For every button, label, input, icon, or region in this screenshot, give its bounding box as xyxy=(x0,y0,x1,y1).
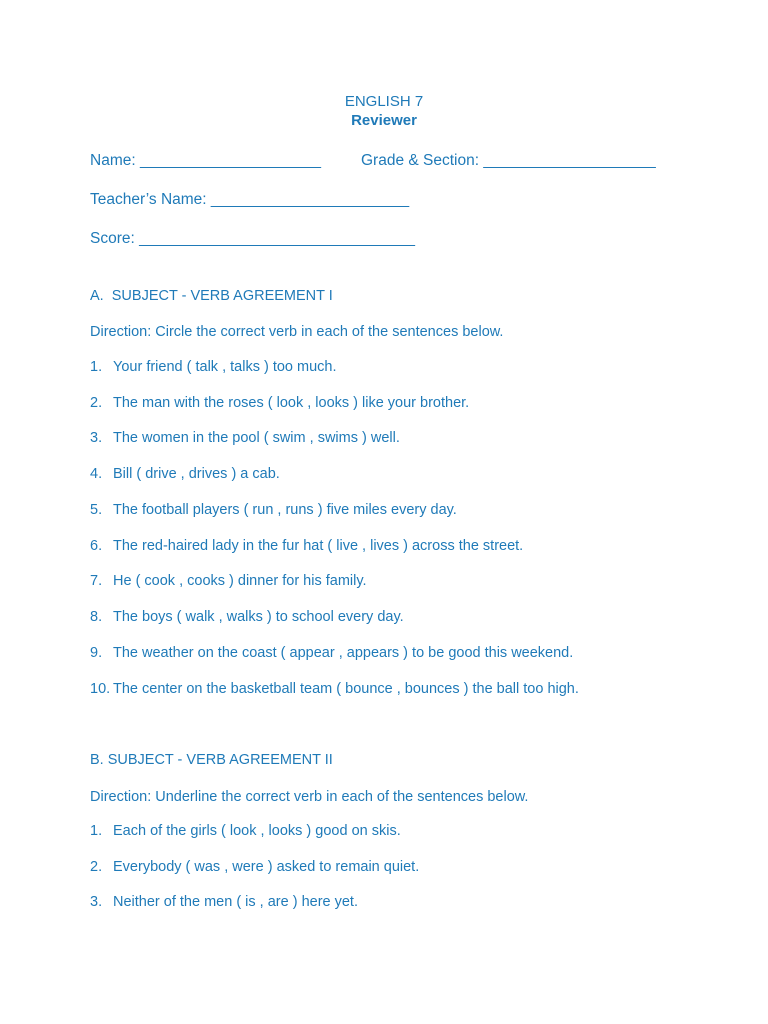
item-number: 1. xyxy=(90,359,103,375)
section-b-direction: Direction: Underline the correct verb in each of the sentences below. xyxy=(90,789,529,805)
list-item xyxy=(90,394,469,412)
item-text: The red-haired lady in the fur hat ( live , lives ) across the street. xyxy=(113,538,524,554)
list-item xyxy=(90,644,573,662)
item-number: 4. xyxy=(90,466,103,482)
list-item xyxy=(90,893,358,911)
item-number: 6. xyxy=(90,538,103,554)
item-text: Your friend ( talk , talks ) too much. xyxy=(113,359,337,375)
item-text: The football players ( run , runs ) five miles every day. xyxy=(113,502,457,518)
list-item xyxy=(90,680,579,698)
section-a-direction: Direction: Circle the correct verb in each of the sentences below. xyxy=(90,324,504,340)
item-number: 1. xyxy=(90,823,103,839)
section-b-heading: B. SUBJECT - VERB AGREEMENT II xyxy=(90,752,333,768)
item-number: 10. xyxy=(90,681,111,697)
teacher-name-field: Teacher’s Name: _______________________ xyxy=(90,191,410,208)
item-text: The center on the basketball team ( bounce , bounces ) the ball too high. xyxy=(113,681,579,697)
list-item xyxy=(90,858,419,876)
list-item xyxy=(90,537,523,555)
item-number: 3. xyxy=(90,430,103,446)
item-number: 5. xyxy=(90,502,103,518)
list-item xyxy=(90,465,280,483)
worksheet-title: ENGLISH 7 xyxy=(344,93,424,110)
section-a-heading: A. SUBJECT - VERB AGREEMENT I xyxy=(90,288,333,304)
list-item xyxy=(90,572,367,590)
item-number: 2. xyxy=(90,395,103,411)
item-number: 7. xyxy=(90,573,103,589)
item-number: 2. xyxy=(90,859,103,875)
score-field: Score: ________________________________ xyxy=(90,230,415,247)
item-number: 8. xyxy=(90,609,103,625)
item-number: 3. xyxy=(90,894,103,910)
list-item xyxy=(90,358,337,376)
item-text: Each of the girls ( look , looks ) good on skis. xyxy=(113,823,401,839)
list-item xyxy=(90,501,457,519)
list-item xyxy=(90,608,404,626)
list-item xyxy=(90,822,401,840)
item-text: The weather on the coast ( appear , appears ) to be good this weekend. xyxy=(113,645,574,661)
item-text: Neither of the men ( is , are ) here yet. xyxy=(113,894,358,910)
item-text: Everybody ( was , were ) asked to remain quiet. xyxy=(113,859,420,875)
item-text: Bill ( drive , drives ) a cab. xyxy=(113,466,280,482)
name-field: Name: _____________________ xyxy=(90,152,321,169)
worksheet-subtitle: Reviewer xyxy=(351,112,417,129)
grade-section-field: Grade & Section: ____________________ xyxy=(361,152,656,169)
item-text: The women in the pool ( swim , swims ) well. xyxy=(113,430,400,446)
item-text: The man with the roses ( look , looks ) like your brother. xyxy=(113,395,470,411)
list-item xyxy=(90,429,400,447)
item-text: He ( cook , cooks ) dinner for his family. xyxy=(113,573,367,589)
item-number: 9. xyxy=(90,645,103,661)
item-text: The boys ( walk , walks ) to school every day. xyxy=(113,609,404,625)
